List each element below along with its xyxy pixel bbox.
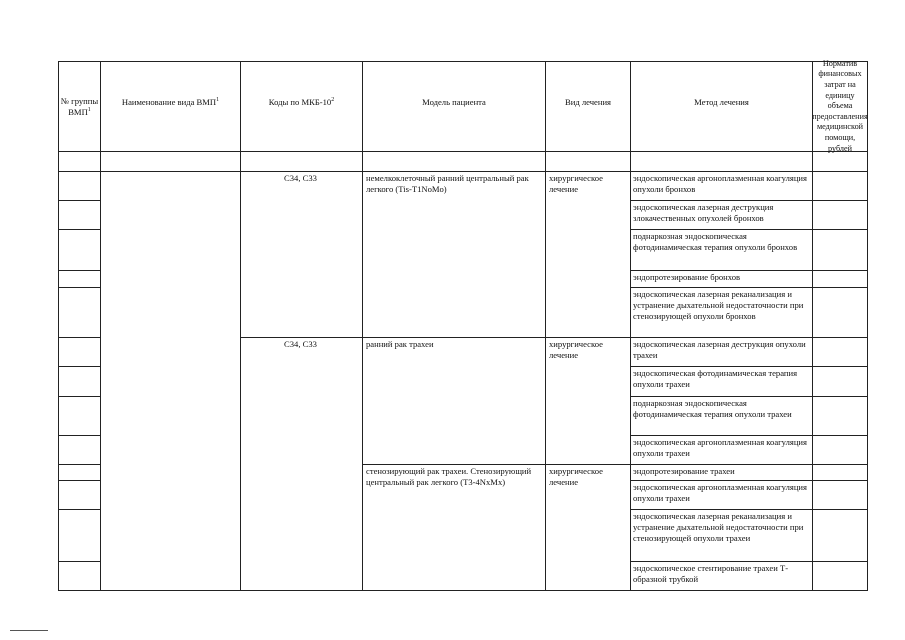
block-2-method-2: эндоскопическая фотодинамическая терапия опухоли трахеи: [633, 368, 798, 390]
block-2-codes: C34, C33: [284, 339, 317, 349]
header-name: Наименование вида ВМП$^1$: [121, 96, 220, 107]
block-3-method-4: эндоскопическое стентирование трахеи Т-образной трубкой: [633, 563, 789, 585]
block-3-method-2: эндоскопическая аргоноплазменная коагуляция опухоли трахеи: [633, 482, 807, 504]
block-2-treatment-type: хирургическое лечение: [549, 339, 603, 361]
block-2-model: ранний рак трахеи: [366, 339, 434, 349]
header-method: Метод лечения: [694, 96, 749, 107]
block-1-method-5: эндоскопическая лазерная реканализация и устранение дыхательной недостаточности при стенозирующей опухоли бронхов: [633, 289, 804, 322]
block-1-method-4: эндопротезирование бронхов: [633, 272, 741, 282]
block-3-method-3: эндоскопическая лазерная реканализация и устранение дыхательной недостаточности при стенозирующей опухоли трахеи: [633, 511, 804, 544]
block-1-codes: C34, C33: [284, 173, 317, 183]
block-1-treatment-type: хирургическое лечение: [549, 173, 603, 195]
block-3-model: стенозирующий рак трахеи. Стенозирующий центральный рак легкого (T3-4NxMx): [366, 466, 532, 488]
block-1-model: немелкоклеточный ранний центральный рак легкого (Tis-T1NoMo): [366, 173, 529, 195]
header-norm: Норматив финансовых затрат на единицу объема предоставления медицинской помощи, рублей: [812, 58, 868, 153]
block-1-method-2: эндоскопическая лазерная деструкция злокачественных опухолей бронхов: [633, 202, 774, 224]
block-3-treatment-type: хирургическое лечение: [549, 466, 603, 488]
header-group: № группы ВМП$^1$: [60, 95, 99, 117]
block-2-method-1: эндоскопическая лазерная деструкция опухоли трахеи: [633, 339, 806, 361]
block-2-method-4: эндоскопическая аргоноплазменная коагуляция опухоли трахеи: [633, 437, 807, 459]
block-3-method-1: эндопротезирование трахеи: [633, 466, 735, 476]
header-treatment-type: Вид лечения: [564, 96, 612, 107]
block-1-method-1: эндоскопическая аргоноплазменная коагуляция опухоли бронхов: [633, 173, 807, 195]
block-2-method-3: поднаркозная эндоскопическая фотодинамическая терапия опухоли трахеи: [633, 398, 792, 420]
block-1-method-3: поднаркозная эндоскопическая фотодинамическая терапия опухоли бронхов: [633, 231, 798, 253]
header-model: Модель пациента: [422, 96, 486, 107]
header-codes: Коды по МКБ-$10^2$: [268, 96, 335, 107]
footnote-separator: [10, 630, 48, 631]
